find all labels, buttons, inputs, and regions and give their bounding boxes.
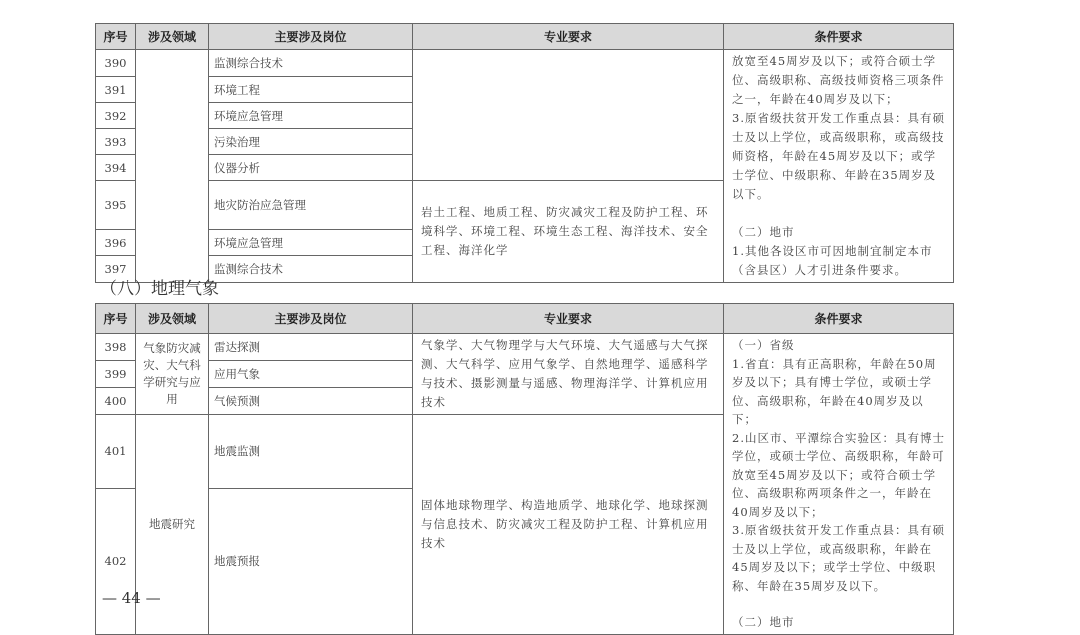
row-post: 监测综合技术 <box>209 256 413 283</box>
header-post: 主要涉及岗位 <box>209 304 413 334</box>
header-field: 涉及领域 <box>136 304 209 334</box>
major-cell: 岩土工程、地质工程、防灾减灾工程及防护工程、环境科学、环境工程、环境生态工程、海洋技术、安全工程、海洋化学 <box>413 181 724 283</box>
header-major: 专业要求 <box>413 24 724 50</box>
cond-line: 3.原省级扶贫开发工作重点县：具有硕士及以上学位，或高级职称，或高级技师资格，年龄在45周岁及以下；或学士学位、中级职称、年龄在35周岁及以下。 <box>732 111 945 201</box>
table-header <box>96 24 954 50</box>
row-no: 394 <box>96 155 136 181</box>
field-cell: 气象防灾减灾、大气科学研究与应用 <box>136 334 209 415</box>
table-geography-meteorology <box>95 303 954 635</box>
field-cell: 地震研究 <box>136 415 209 635</box>
row-post: 应用气象 <box>209 361 413 388</box>
row-post: 污染治理 <box>209 129 413 155</box>
cond-line: 1.其他各设区市可因地制宜制定本市（含县区）人才引进条件要求。 <box>732 244 933 277</box>
cond-line: 1.省直：具有正高职称，年龄在50周岁及以下；具有博士学位，或硕士学位、高级职称，年龄在40周岁及以下； <box>732 356 937 426</box>
major-cell: 固体地球物理学、构造地质学、地球化学、地球探测与信息技术、防灾减灾工程及防护工程、计算机应用技术 <box>413 415 724 635</box>
row-post: 地震预报 <box>209 488 413 634</box>
row-post: 环境工程 <box>209 77 413 103</box>
header-no: 序号 <box>96 304 136 334</box>
cond-line: 2.山区市、平潭综合实验区：具有博士学位，或硕士学位、高级职称，年龄可放宽至45周岁及以下；或符合硕士学位、高级职称两项条件之一，年龄在40周岁及以下； <box>732 430 945 519</box>
row-post: 环境应急管理 <box>209 103 413 129</box>
header-cond: 条件要求 <box>724 304 954 334</box>
table-environment <box>95 23 954 283</box>
row-no: 391 <box>96 77 136 103</box>
row-no: 397 <box>96 256 136 283</box>
row-no: 399 <box>96 361 136 388</box>
cond-line: 放宽至45周岁及以下；或符合硕士学位、高级职称、高级技师资格三项条件之一，年龄在40周岁及以下； <box>732 54 945 106</box>
section-title: （八）地理气象 <box>100 279 219 299</box>
row-no: 401 <box>96 415 136 489</box>
header-field: 涉及领域 <box>136 24 209 50</box>
row-post: 监测综合技术 <box>209 50 413 77</box>
header-major: 专业要求 <box>413 304 724 334</box>
cond-line: 3.原省级扶贫开发工作重点县：具有硕士及以上学位，或高级职称，年龄在45周岁及以下；或学士学位、中级职称、年龄在35周岁及以下。 <box>732 523 945 593</box>
row-post: 地灾防治应急管理 <box>209 181 413 230</box>
row-no: 393 <box>96 129 136 155</box>
header-no: 序号 <box>96 24 136 50</box>
table-row <box>96 334 954 361</box>
row-no: 395 <box>96 181 136 230</box>
row-post: 雷达探测 <box>209 334 413 361</box>
cond-line: （一）省级 <box>732 338 795 352</box>
row-post: 地震监测 <box>209 415 413 489</box>
row-no: 390 <box>96 50 136 77</box>
field-cell <box>136 50 209 283</box>
row-no: 396 <box>96 230 136 256</box>
row-no: 392 <box>96 103 136 129</box>
table-row <box>96 50 954 77</box>
condition-cell <box>724 50 954 283</box>
row-post: 仪器分析 <box>209 155 413 181</box>
cond-line: （二）地市 <box>732 615 795 629</box>
header-cond: 条件要求 <box>724 24 954 50</box>
row-no: 400 <box>96 388 136 415</box>
row-post: 环境应急管理 <box>209 230 413 256</box>
header-post: 主要涉及岗位 <box>209 24 413 50</box>
condition-cell <box>724 334 954 635</box>
cond-line: （二）地市 <box>732 225 795 239</box>
page-number: — 44 — <box>102 589 161 607</box>
table-header <box>96 304 954 334</box>
major-cell <box>413 50 724 181</box>
major-cell: 气象学、大气物理学与大气环境、大气遥感与大气探测、大气科学、应用气象学、自然地理学、遥感科学与技术、摄影测量与遥感、物理海洋学、计算机应用技术 <box>413 334 724 415</box>
row-no: 398 <box>96 334 136 361</box>
row-post: 气候预测 <box>209 388 413 415</box>
row-no: 402 <box>96 488 136 634</box>
